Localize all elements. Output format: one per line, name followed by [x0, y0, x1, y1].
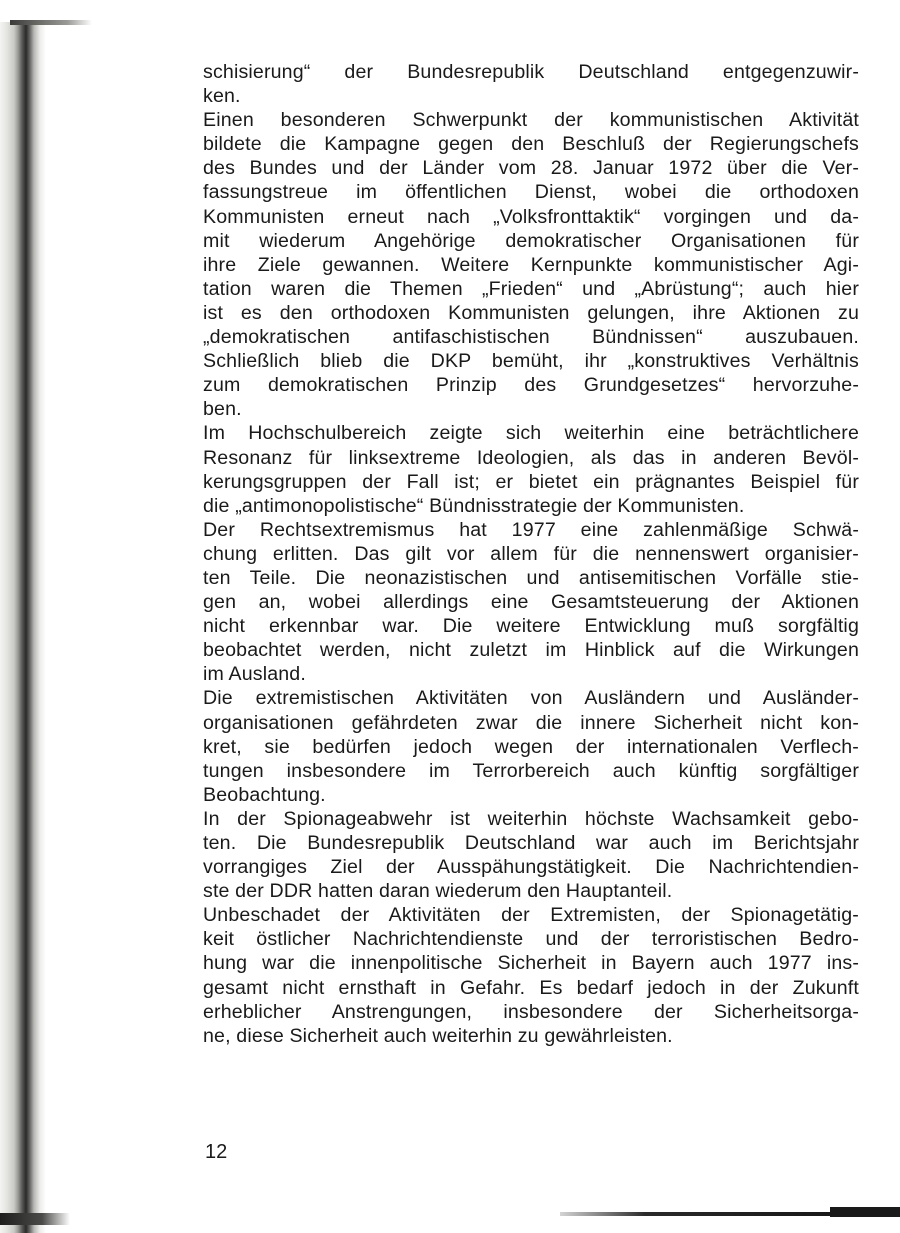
text-line: hung war die innenpolitische Sicherheit in Bayern auch 1977 ins-: [203, 952, 859, 975]
page-edge-top-shadow: [10, 20, 92, 25]
text-line: chung erlitten. Das gilt vor allem für die nennenswert organisier-: [203, 542, 859, 565]
text-line: In der Spionageabwehr ist weiterhin höchste Wachsamkeit gebo-: [203, 807, 859, 830]
text-line: zum demokratischen Prinzip des Grundgesetzes“ hervorzuhe-: [203, 374, 859, 397]
text-line: ne, diese Sicherheit auch weiterhin zu gewährleisten.: [203, 1024, 673, 1047]
text-line: tungen insbesondere im Terrorbereich auch künftig sorgfältiger: [203, 759, 859, 782]
text-line: erheblicher Anstrengungen, insbesondere der Sicherheitsorga-: [203, 1000, 859, 1023]
page-stack-edge: [0, 22, 46, 1233]
page-edge-bottom-shadow: [0, 1213, 70, 1225]
text-line: Kommunisten erneut nach „Volksfronttaktik“ vorgingen und da-: [203, 205, 859, 228]
text-line: ten Teile. Die neonazistischen und antisemitischen Vorfälle stie-: [203, 566, 859, 589]
text-line: ste der DDR hatten daran wiederum den Hauptanteil.: [203, 880, 673, 903]
text-line: „demokratischen antifaschistischen Bündnissen“ auszubauen.: [203, 326, 859, 349]
text-line: Unbeschadet der Aktivitäten der Extremisten, der Spionagetätig-: [203, 904, 859, 927]
text-line: fassungstreue im öffentlichen Dienst, wobei die orthodoxen: [203, 181, 859, 204]
text-line: ihre Ziele gewannen. Weitere Kernpunkte kommunistischer Agi-: [203, 253, 859, 276]
text-line: Beobachtung.: [203, 783, 326, 806]
text-line: tation waren die Themen „Frieden“ und „Abrüstung“; auch hier: [203, 277, 859, 300]
bottom-rule-end: [830, 1207, 900, 1217]
body-text: [203, 60, 859, 1048]
text-line: ten. Die Bundesrepublik Deutschland war auch im Berichtsjahr: [203, 832, 859, 854]
text-line: Einen besonderen Schwerpunkt der kommunistischen Aktivität: [203, 109, 859, 132]
text-line: Im Hochschulbereich zeigte sich weiterhin eine beträchtlichere: [203, 422, 859, 445]
text-line: kret, sie bedürfen jedoch wegen der internationalen Verflech-: [203, 735, 859, 758]
text-line: gen an, wobei allerdings eine Gesamtsteuerung der Aktionen: [203, 591, 859, 614]
page-number: 12: [205, 1141, 228, 1163]
text-line: die „antimonopolistische“ Bündnisstrategie der Kommunisten.: [203, 494, 745, 517]
text-line: Schließlich blieb die DKP bemüht, ihr „konstruktives Verhältnis: [203, 350, 859, 373]
text-line: ken.: [203, 85, 241, 108]
text-line: nicht erkennbar war. Die weitere Entwicklung muß sorgfältig: [203, 615, 859, 638]
text-line: beobachtet werden, nicht zuletzt im Hinblick auf die Wirkungen: [203, 639, 859, 662]
text-line: gesamt nicht ernsthaft in Gefahr. Es bedarf jedoch in der Zukunft: [203, 976, 859, 999]
text-line: schisierung“ der Bundesrepublik Deutschland entgegenzuwir-: [203, 61, 859, 83]
text-line: Die extremistischen Aktivitäten von Ausländern und Ausländer-: [203, 687, 859, 710]
text-line: kerungsgruppen der Fall ist; er bietet ein prägnantes Beispiel für: [203, 470, 859, 493]
text-line: mit wiederum Angehörige demokratischer Organisationen für: [203, 229, 859, 252]
text-line: vorrangiges Ziel der Ausspähungstätigkeit. Die Nachrichtendien-: [203, 856, 859, 879]
text-line: keit östlicher Nachrichtendienste und der terroristischen Bedro-: [203, 928, 859, 951]
text-line: bildete die Kampagne gegen den Beschluß der Regierungschefs: [203, 133, 859, 156]
text-line: des Bundes und der Länder vom 28. Januar 1972 über die Ver-: [203, 157, 859, 180]
text-line: Der Rechtsextremismus hat 1977 eine zahlenmäßige Schwä-: [203, 518, 859, 541]
text-line: im Ausland.: [203, 663, 306, 686]
text-line: Resonanz für linksextreme Ideologien, als das in anderen Bevöl-: [203, 446, 859, 469]
text-line: organisationen gefährdeten zwar die innere Sicherheit nicht kon-: [203, 711, 859, 734]
text-line: ist es den orthodoxen Kommunisten gelungen, ihre Aktionen zu: [203, 301, 859, 324]
text-line: ben.: [203, 398, 242, 421]
